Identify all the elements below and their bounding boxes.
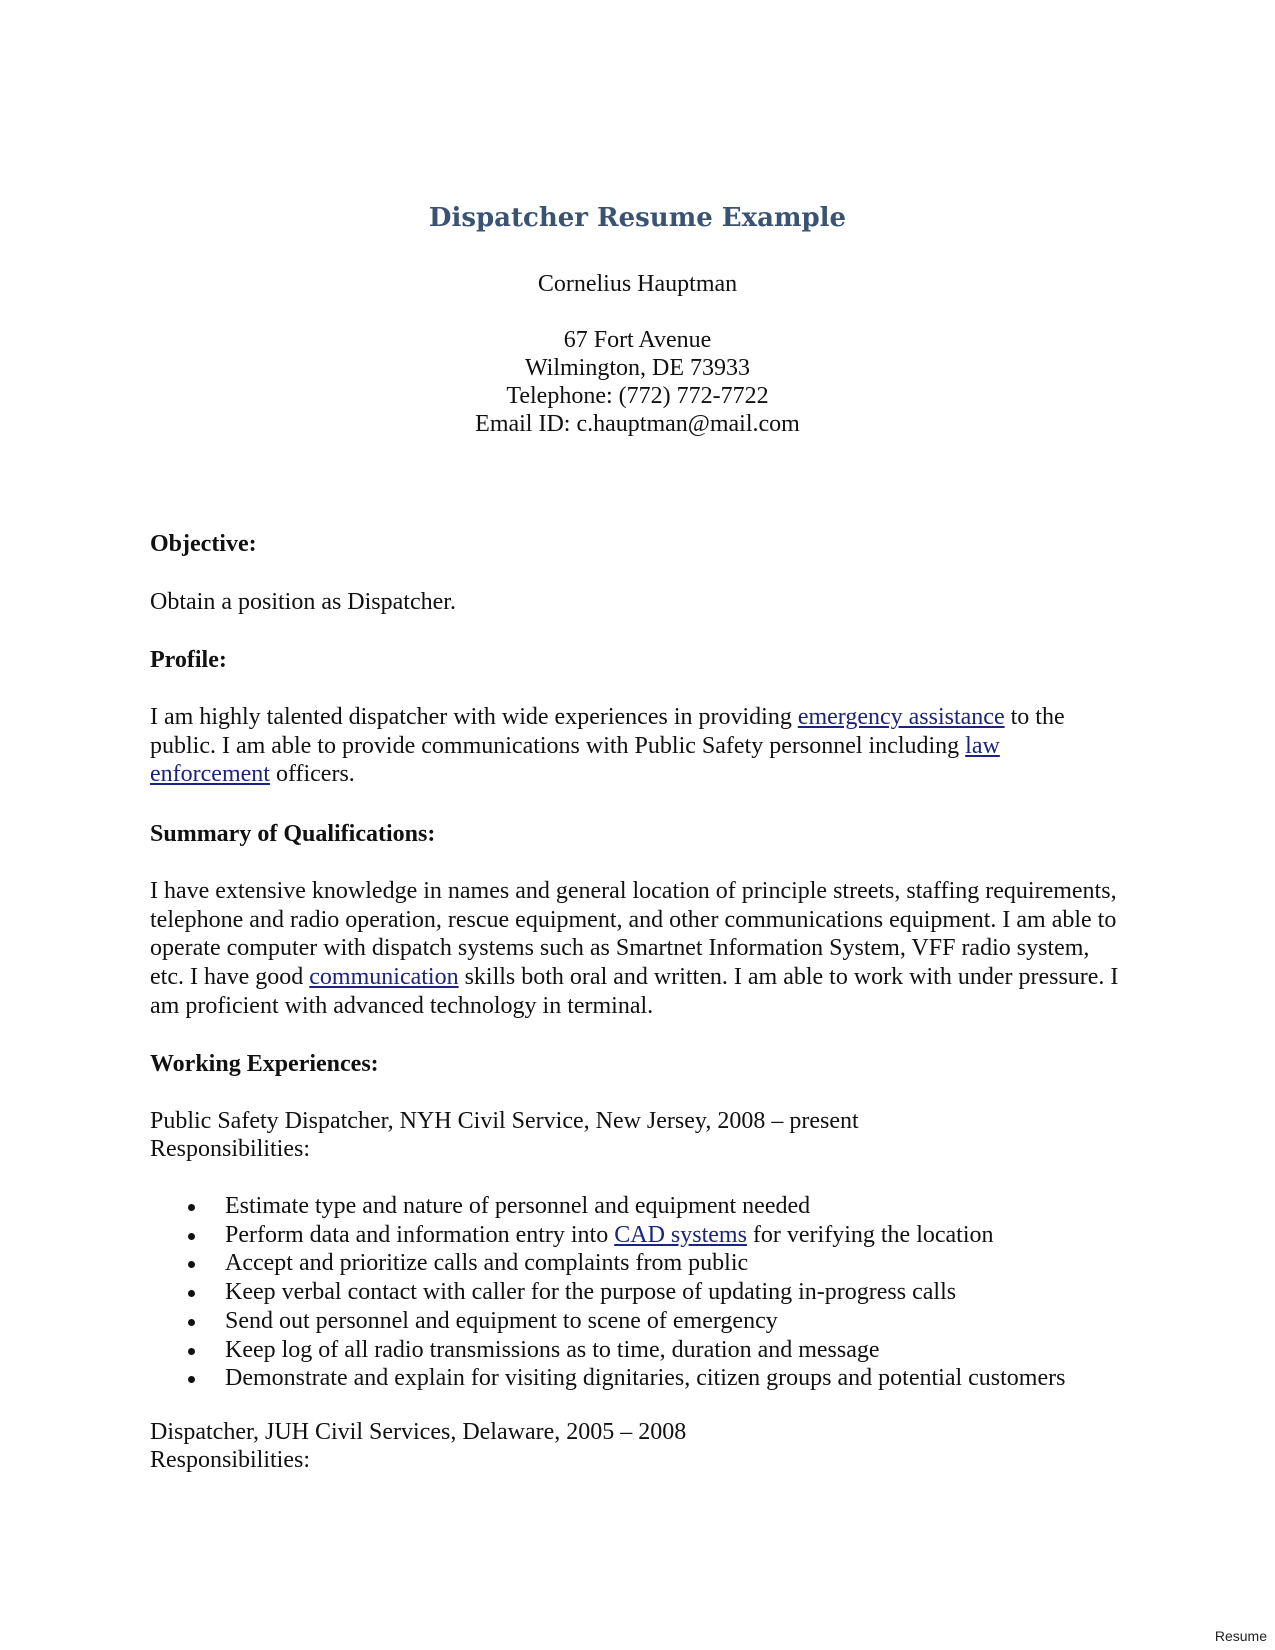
communication-link[interactable]: communication	[309, 964, 459, 991]
candidate-name: Cornelius Hauptman	[537, 271, 738, 297]
profile-heading: Profile:	[150, 647, 227, 673]
telephone-line: Telephone: (772) 772-7722	[506, 383, 769, 409]
list-item	[150, 1192, 1150, 1221]
summary-text-part: skills both oral and written. I am able to work with under pressure. I am proficient with advanced technology in terminal.	[150, 964, 1119, 1019]
job2-title: Dispatcher, JUH Civil Services, Delaware, 2005 – 2008	[150, 1419, 687, 1445]
profile-text-part: I am highly talented dispatcher with wide experiences in providing	[150, 704, 798, 730]
job1-responsibility-list	[150, 1192, 1150, 1393]
list-item	[150, 1221, 1150, 1250]
summary-text-part: I have extensive knowledge in names and general location of principle streets, staffing requirements, telephone and radio operation, rescue equipment, and other communications equipment. I am able to operate computer with dispatch systems such as Smartnet Information System, VFF radio system, etc. I have good	[150, 878, 1117, 991]
bullet-icon	[188, 1261, 195, 1268]
profile-text-part: officers.	[269, 761, 355, 788]
objective-text: Obtain a position as Dispatcher.	[150, 589, 456, 615]
list-item-text: Keep log of all radio transmissions as to time, duration and message	[225, 1336, 880, 1363]
emergency-assistance-link[interactable]: emergency assistance	[797, 704, 1005, 730]
job1-responsibilities-label: Responsibilities:	[150, 1136, 311, 1162]
cad-systems-link[interactable]: CAD systems	[614, 1221, 747, 1248]
list-item-text: Perform data and information entry into	[225, 1221, 615, 1248]
list-item-text: Keep verbal contact with caller for the purpose of updating in-progress calls	[225, 1279, 957, 1306]
profile-text	[150, 703, 1120, 789]
address-line-2: Wilmington, DE 73933	[524, 355, 751, 381]
list-item	[150, 1307, 1150, 1336]
address-line-1: 67 Fort Avenue	[563, 327, 712, 353]
list-item-text: Estimate type and nature of personnel and equipment needed	[225, 1193, 811, 1219]
list-item	[150, 1336, 1150, 1365]
bullet-icon	[188, 1319, 195, 1326]
objective-heading: Objective:	[150, 531, 257, 557]
job2-responsibilities-label: Responsibilities:	[150, 1447, 311, 1473]
bullet-icon	[188, 1233, 195, 1240]
list-item-text: for verifying the location	[746, 1221, 994, 1248]
email-line: Email ID: c.hauptman@mail.com	[475, 411, 800, 437]
footer-tag: Resume	[1214, 1628, 1267, 1644]
summary-heading: Summary of Qualifications:	[150, 821, 436, 847]
bullet-icon	[188, 1290, 195, 1297]
bullet-icon	[188, 1348, 195, 1355]
law-enforcement-link[interactable]: law enforcement	[150, 732, 1000, 788]
list-item	[150, 1364, 1150, 1393]
profile-text-part: to the public. I am able to provide communications with Public Safety personnel including	[150, 704, 1065, 759]
bullet-icon	[188, 1204, 195, 1211]
experience-heading: Working Experiences:	[150, 1051, 379, 1077]
list-item-text: Accept and prioritize calls and complaints from public	[225, 1250, 749, 1277]
bullet-icon	[188, 1376, 195, 1383]
list-item-text: Demonstrate and explain for visiting dignitaries, citizen groups and potential customers	[225, 1365, 1066, 1392]
document-title: Dispatcher Resume Example	[428, 203, 847, 233]
list-item-text: Send out personnel and equipment to scene of emergency	[225, 1307, 778, 1334]
summary-text	[150, 877, 1120, 1021]
job1-title: Public Safety Dispatcher, NYH Civil Service, New Jersey, 2008 – present	[150, 1108, 859, 1134]
list-item	[150, 1278, 1150, 1307]
list-item	[150, 1249, 1150, 1278]
